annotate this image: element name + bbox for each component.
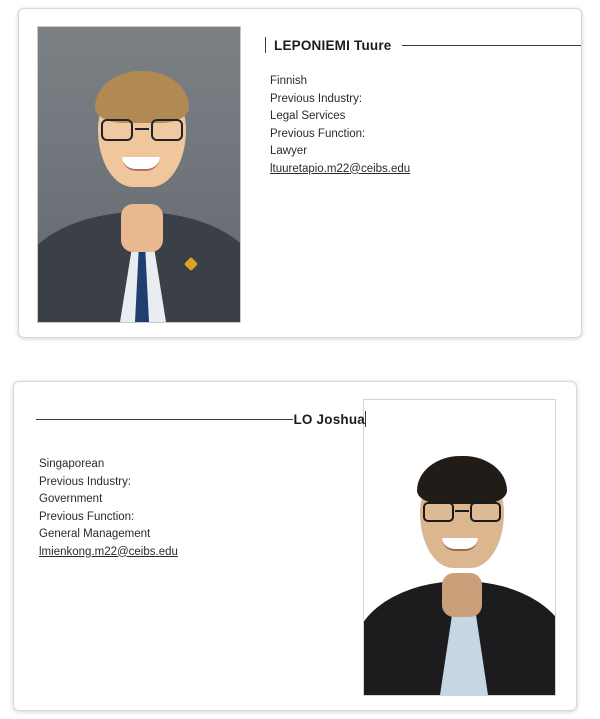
nationality-text: Singaporean: [39, 458, 105, 470]
email-link[interactable]: lmienkong.m22@ceibs.edu: [39, 545, 178, 558]
name-rule-line: [402, 45, 581, 46]
profile-details: [39, 456, 339, 561]
profile-details: [270, 73, 570, 178]
glasses-icon: [100, 119, 184, 141]
profile-card: [13, 381, 577, 711]
page-title: LEPONIEMI Tuure: [274, 37, 392, 53]
previous-function-value: General Management: [39, 528, 151, 540]
previous-industry-label: Previous Industry:: [270, 92, 363, 105]
name-tick-mark: [265, 37, 266, 53]
portrait-photo: [37, 26, 241, 323]
profile-card: [18, 8, 582, 338]
name-tick-mark: [365, 411, 366, 427]
page-title: LO Joshua: [293, 411, 365, 427]
previous-function-label: Previous Function:: [39, 510, 135, 523]
profile-name-row: [36, 409, 366, 429]
profile-name-row: [265, 35, 581, 55]
previous-industry-label: Previous Industry:: [39, 475, 132, 488]
previous-industry-value: Government: [39, 493, 103, 505]
previous-industry-value: Legal Services: [270, 110, 346, 122]
glasses-icon: [422, 502, 502, 522]
previous-function-label: Previous Function:: [270, 127, 366, 140]
email-link[interactable]: ltuuretapio.m22@ceibs.edu: [270, 162, 411, 175]
name-rule-line: [36, 419, 293, 420]
nationality-text: Finnish: [270, 75, 308, 87]
portrait-photo: [363, 399, 556, 696]
previous-function-value: Lawyer: [270, 145, 308, 157]
